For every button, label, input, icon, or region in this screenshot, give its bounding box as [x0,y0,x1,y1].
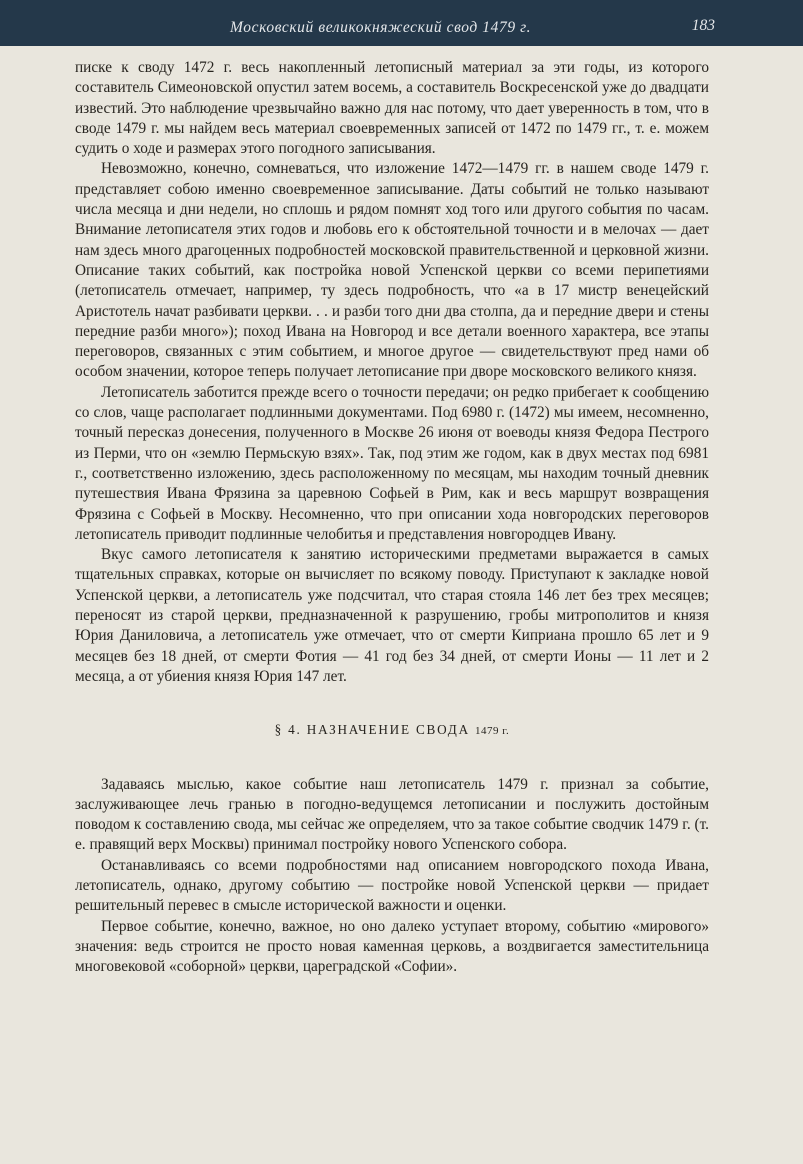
paragraph: Первое событие, конечно, важное, но оно далеко уступает второму, событию «мирового» значения: ведь строится не просто новая каменная церковь, а воздвигается заместительница многовековой «соборной» церкви, цареградской «Софии». [75,917,709,976]
page-header [0,0,803,46]
section-heading [75,720,709,741]
paragraph: Невозможно, конечно, сомневаться, что изложение 1472—1479 гг. в нашем своде 1479 г. представляет собою именно своевременное записывание. Даты событий не только называют числа месяца и дни недели, но сплошь и рядом помнят ход того или другого события по часам. Внимание летописателя этих годов и любовь его к обстоятельной точности и в мелочах — дает нам здесь много драгоценных подробностей московской правительственной и церковной жизни. Описание таких событий, как постройка новой Успенской церкви со всеми перипетиями (летописатель отмечает, например, ту здесь подробность, что «а в 17 мистр венецейский Аристотель начат разбивати церкви. . . и разби того дни два столпа, да и передние двери и стены передние разби много»); поход Ивана на Новгород и все детали военного характера, все этапы переговоров, связанных с этим событием, и многое другое — свидетельствуют пред нами об особом значении, которое теперь получает летописание при дворе московского великого князя. [75,160,709,381]
page-body [75,58,709,977]
section-heading-text: § 4. НАЗНАЧЕНИЕ СВОДА [274,722,470,738]
page-number: 183 [691,17,715,34]
paragraph: Летописатель заботится прежде всего о точности передачи; он редко прибегает к сообщению со слов, чаще располагает подлинными документами. Под 6980 г. (1472) мы имеем, несомненно, точный пересказ донесения, полученного в Москве 26 июня от воеводы князя Федора Пестрого из Перми, что он «землю Пермьскую взях». Так, под этим же годом, как в двух местах под 6981 г., соответственно изложению, здесь расположенному по месяцам, мы находим точный дневник путешествия Ивана Фрязина за царевною Софьей в Рим, как и весь маршрут возвращения Фрязина с Софьей в Москву. Несомненно, что при описании хода новгородских переговоров летописатель приводит подлинные челобитья и представления новгородцев Ивану. [75,383,709,543]
paragraph: Вкус самого летописателя к занятию историческими предметами выражается в самых тщательных справках, которые он вычисляет по всякому поводу. Приступают к закладке новой Успенской церкви, а летописатель уже подсчитал, что старая стояла 146 лет без трех месяцев; переносят из старой церкви, предназначенной к разрушению, гробы митрополитов и князя Юрия Даниловича, а летописатель уже отмечает, что от смерти Киприана прошло 65 лет и 9 месяцев без 18 дней, от смерти Фотия — 41 год без 34 дней, от смерти Ионы — 11 лет и 2 месяца, а от убиения князя Юрия 147 лет. [75,546,709,685]
paragraph: Останавливаясь со всеми подробностями над описанием новгородского похода Ивана, летописатель, однако, другому событию — постройке новой Успенской церкви — придает решительный перевес в смысле исторической важности и оценки. [75,856,709,915]
section-heading-year: 1479 г. [475,725,510,738]
paragraph-continuation: писке к своду 1472 г. весь накопленный летописный материал за эти годы, из которого составитель Симеоновской опустил затем восемь, а составитель Воскресенской уже до двадцати известий. Это наблюдение чрезвычайно важно для нас потому, что дает уверенность в том, что в своде 1479 г. мы найдем весь материал своевременных записей от 1472 по 1479 гг., т. е. можем судить о ходе и размерах этого погодного записывания. [75,59,709,158]
running-title: Московский великокняжеский свод 1479 г. [230,19,532,36]
paragraph: Задаваясь мыслью, какое событие наш летописатель 1479 г. признал за событие, заслуживающее лечь гранью в погодно-ведущемся летописании и послужить достойным поводом к составлению свода, мы сейчас же определяем, что за такое событие сводчик 1479 г. (т. е. правящий верх Москвы) принимал постройку нового Успенского собора. [75,775,709,854]
